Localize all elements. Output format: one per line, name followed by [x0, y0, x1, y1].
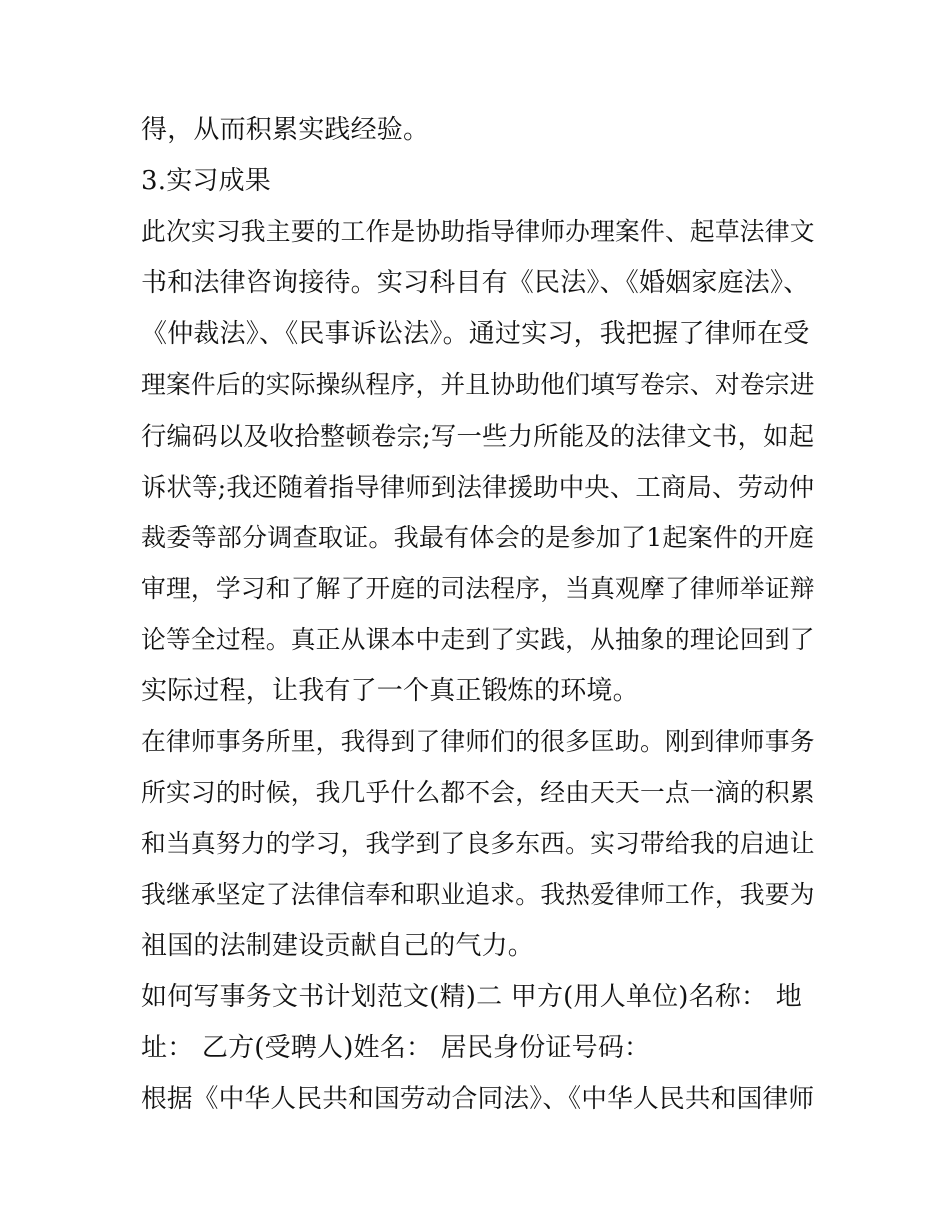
text-line: 根据《中华人民共和国劳动合同法》、《中华人民共和国律师	[141, 1084, 815, 1114]
text-line: 论等全过程。真正从课本中走到了实践，从抽象的理论回到了	[141, 625, 815, 654]
text-line: 书和法律咨询接待。实习科目有《民法》、《婚姻家庭法》、	[141, 268, 810, 298]
text-line: 如何写事务文书计划范文(精)二 甲方(用人单位)名称： 地	[141, 982, 802, 1012]
text-line: 祖国的法制建设贡献自己的气力。	[141, 931, 535, 961]
text-line: 理案件后的实际操纵程序，并且协助他们填写卷宗、对卷宗进	[141, 370, 815, 399]
text-line: 实际过程，让我有了一个真正锻炼的环境。	[141, 676, 639, 706]
text-line: 诉状等;我还随着指导律师到法律援助中央、工商局、劳动仲	[141, 472, 815, 502]
section-heading: 3.实习成果	[141, 166, 272, 196]
text-line: 审理，学习和了解了开庭的司法程序，当真观摩了律师举证辩	[141, 574, 815, 603]
text-line: 行编码以及收拾整顿卷宗;写一些力所能及的法律文书，如起	[141, 421, 815, 451]
text-line: 得，从而积累实践经验。	[141, 115, 430, 145]
text-line: 和当真努力的学习，我学到了良多东西。实习带给我的启迪让	[141, 829, 815, 858]
text-line: 裁委等部分调查取证。我最有体会的是参加了1起案件的开庭	[141, 523, 814, 552]
text-line: 在律师事务所里，我得到了律师们的很多匡助。刚到律师事务	[141, 727, 815, 756]
text-line: 所实习的时候，我几乎什么都不会，经由天天一点一滴的积累	[141, 778, 815, 807]
text-line: 此次实习我主要的工作是协助指导律师办理案件、起草法律文	[141, 217, 815, 246]
text-line: 址： 乙方(受聘人)姓名： 居民身份证号码：	[141, 1033, 651, 1063]
text-line: 我继承坚定了法律信奉和职业追求。我热爱律师工作，我要为	[141, 880, 815, 909]
text-line: 《仲裁法》、《民事诉讼法》。通过实习，我把握了律师在受	[141, 319, 810, 349]
